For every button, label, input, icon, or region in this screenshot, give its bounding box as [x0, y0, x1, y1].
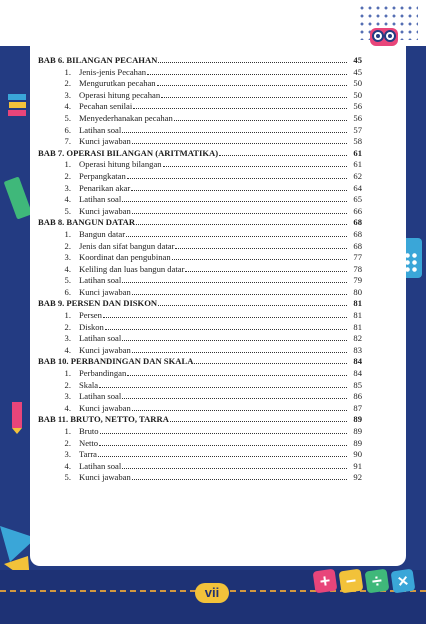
item-page: 56: [353, 112, 362, 123]
item-title: Kunci jawaban: [79, 136, 131, 147]
toc-chapter-row: [38, 217, 362, 229]
item-title: Operasi hitung pecahan: [79, 89, 161, 100]
dot-leader: [161, 97, 347, 98]
dot-leader: [99, 445, 347, 446]
toc-item-row: [38, 333, 362, 345]
toc-chapter-row: [38, 298, 362, 310]
dot-leader: [185, 271, 347, 272]
item-number: 4.: [64, 263, 71, 274]
item-page: 50: [353, 89, 362, 100]
item-page: 56: [353, 101, 362, 112]
dot-leader: [132, 143, 347, 144]
pencil-icon: [4, 400, 30, 434]
toc-item-row: [38, 264, 362, 276]
dot-leader: [127, 375, 347, 376]
item-title: Jenis dan sifat bangun datar: [79, 240, 175, 251]
item-number: 6.: [64, 124, 71, 135]
math-operator-icon: −: [339, 569, 364, 594]
item-page: 89: [353, 437, 362, 448]
item-page: 84: [353, 368, 362, 379]
toc-item-row: [38, 275, 362, 287]
toc-item-row: [38, 472, 362, 484]
item-page: 64: [353, 182, 362, 193]
dot-leader: [194, 363, 347, 364]
item-number: 3.: [64, 391, 71, 402]
item-title: Bruto: [79, 426, 99, 436]
chapter-title: BAB 10. PERBANDINGAN DAN SKALA: [38, 356, 194, 367]
item-page: 85: [353, 379, 362, 390]
item-page: 78: [353, 263, 362, 274]
item-page: 68: [353, 240, 362, 251]
dot-leader: [172, 259, 347, 260]
dot-leader: [131, 190, 347, 191]
chapter-page: 81: [353, 298, 362, 309]
item-number: 4.: [64, 402, 71, 413]
chapter-title: BAB 9. PERSEN DAN DISKON: [38, 298, 158, 309]
item-number: 3.: [64, 449, 71, 460]
toc-item-row: [38, 391, 362, 403]
dot-leader: [122, 282, 347, 283]
item-number: 5.: [64, 205, 71, 216]
dot-leader: [105, 329, 347, 330]
dot-leader: [170, 421, 347, 422]
toc-item-row: [38, 368, 362, 380]
math-operator-icon: +: [313, 569, 338, 594]
item-title: Latihan soal: [79, 391, 122, 402]
item-number: 3.: [64, 89, 71, 100]
toc-item-row: [38, 125, 362, 137]
item-title: Perbandingan: [79, 368, 127, 379]
dot-leader: [122, 340, 347, 341]
chapter-page: 84: [353, 356, 362, 367]
item-title: Latihan soal: [79, 124, 122, 135]
item-number: 4.: [64, 460, 71, 471]
dot-leader: [126, 236, 347, 237]
item-number: 2.: [64, 321, 71, 332]
toc-item-row: [38, 101, 362, 113]
toc-chapter-row: [38, 148, 362, 160]
item-title: Latihan soal: [79, 194, 122, 205]
item-title: Diskon: [79, 321, 104, 332]
toc-item-row: [38, 194, 362, 206]
item-number: 2.: [64, 78, 71, 89]
item-page: 92: [353, 472, 362, 483]
dot-leader: [98, 456, 347, 457]
dot-leader: [122, 468, 347, 469]
dot-leader: [100, 433, 347, 434]
toc-item-row: [38, 380, 362, 392]
item-number: 4.: [64, 101, 71, 112]
toc-item-row: [38, 90, 362, 102]
dot-leader: [136, 224, 347, 225]
dot-leader: [157, 85, 347, 86]
dot-leader: [158, 62, 347, 63]
toc-item-row: [38, 310, 362, 322]
toc-item-row: [38, 252, 362, 264]
item-number: 4.: [64, 194, 71, 205]
item-title: Tarra: [79, 449, 98, 460]
chapter-page: 61: [353, 147, 362, 158]
item-number: 1.: [64, 228, 71, 239]
chapter-title: BAB 7. OPERASI BILANGAN (ARITMATIKA): [38, 147, 219, 158]
dot-leader: [122, 398, 347, 399]
dot-leader: [122, 201, 347, 202]
toc-item-row: [38, 345, 362, 357]
item-number: 5.: [64, 472, 71, 483]
dot-leader: [163, 166, 347, 167]
item-title: Kunci jawaban: [79, 286, 131, 297]
item-number: 3.: [64, 182, 71, 193]
item-title: Latihan soal: [79, 275, 122, 286]
dot-leader: [103, 317, 347, 318]
item-title: Operasi hitung bilangan: [79, 159, 162, 170]
dot-leader: [99, 387, 347, 388]
item-page: 68: [353, 228, 362, 239]
item-page: 81: [353, 310, 362, 321]
item-title: Latihan soal: [79, 460, 122, 471]
dot-leader: [132, 410, 347, 411]
toc-item-row: [38, 171, 362, 183]
item-title: Persen: [79, 310, 102, 321]
item-page: 82: [353, 333, 362, 344]
toc-chapter-row: [38, 356, 362, 368]
dot-leader: [158, 305, 347, 306]
item-number: 1.: [64, 368, 71, 379]
math-operator-icon: ÷: [365, 569, 390, 594]
toc-item-row: [38, 241, 362, 253]
chapter-page: 45: [353, 55, 362, 65]
item-page: 79: [353, 275, 362, 286]
item-title: Penarikan akar: [79, 182, 131, 193]
toc-item-row: [38, 78, 362, 90]
glasses-mascot-icon: [368, 24, 400, 48]
toc-item-row: [38, 287, 362, 299]
item-title: Perpangkatan: [79, 170, 126, 181]
dot-leader: [122, 132, 347, 133]
item-page: 89: [353, 426, 362, 436]
toc-item-row: [38, 113, 362, 125]
item-page: 57: [353, 124, 362, 135]
dot-leader: [174, 120, 347, 121]
item-title: Kunci jawaban: [79, 205, 131, 216]
item-page: 81: [353, 321, 362, 332]
math-operator-icon: ×: [391, 569, 416, 594]
dot-leader: [219, 155, 347, 156]
dot-leader: [132, 213, 347, 214]
toc-item-row: [38, 461, 362, 473]
item-title: Pecahan senilai: [79, 101, 133, 112]
dot-leader: [147, 74, 347, 75]
toc-item-row: [38, 229, 362, 241]
item-title: Latihan soal: [79, 333, 122, 344]
chapter-title: BAB 6. BILANGAN PECAHAN: [38, 55, 158, 65]
item-page: 87: [353, 402, 362, 413]
toc-item-row: [38, 136, 362, 148]
item-number: 2.: [64, 240, 71, 251]
toc-item-row: [38, 438, 362, 450]
item-number: 6.: [64, 286, 71, 297]
item-title: Netto: [79, 437, 99, 448]
item-page: 77: [353, 252, 362, 263]
toc-chapter-row: [38, 55, 362, 67]
page-number: vii: [195, 583, 229, 603]
item-page: 83: [353, 344, 362, 355]
item-number: 1.: [64, 159, 71, 170]
chapter-title: BAB 8. BANGUN DATAR: [38, 217, 136, 228]
toc-item-row: [38, 322, 362, 334]
dot-leader: [175, 248, 347, 249]
item-number: 2.: [64, 379, 71, 390]
item-number: 3.: [64, 333, 71, 344]
item-title: Bangun datar: [79, 228, 126, 239]
item-page: 50: [353, 78, 362, 89]
chapter-page: 68: [353, 217, 362, 228]
item-page: 58: [353, 136, 362, 147]
toc-item-row: [38, 183, 362, 195]
toc-item-row: [38, 206, 362, 218]
item-title: Menyederhanakan pecahan: [79, 112, 173, 123]
dot-leader: [133, 108, 347, 109]
toc-item-row: [38, 403, 362, 415]
item-page: 45: [353, 66, 362, 77]
item-page: 91: [353, 460, 362, 471]
item-number: 4.: [64, 344, 71, 355]
chapter-title: BAB 11. BRUTO, NETTO, TARRA: [38, 414, 169, 425]
item-title: Kunci jawaban: [79, 402, 131, 413]
item-title: Jenis-jenis Pecahan: [79, 66, 147, 77]
item-title: Koordinat dan pengubinan: [79, 252, 171, 263]
item-number: 2.: [64, 170, 71, 181]
table-of-contents: [38, 55, 362, 484]
item-number: 5.: [64, 275, 71, 286]
item-title: Kunci jawaban: [79, 344, 131, 355]
item-number: 1.: [64, 310, 71, 321]
dot-leader: [127, 178, 347, 179]
toc-item-row: [38, 159, 362, 171]
item-page: 66: [353, 205, 362, 216]
dot-leader: [132, 294, 347, 295]
dot-leader: [132, 352, 347, 353]
item-title: Skala: [79, 379, 99, 390]
item-page: 62: [353, 170, 362, 181]
item-number: 7.: [64, 136, 71, 147]
book-stack-icon: [6, 90, 28, 120]
item-title: Mengurutkan pecahan: [79, 78, 156, 89]
toc-chapter-row: [38, 414, 362, 426]
item-page: 90: [353, 449, 362, 460]
toc-item-row: [38, 67, 362, 79]
math-operator-tiles: [314, 570, 414, 592]
dot-leader: [132, 479, 347, 480]
item-number: 1.: [64, 426, 71, 436]
item-page: 61: [353, 159, 362, 170]
item-number: 2.: [64, 437, 71, 448]
item-number: 5.: [64, 112, 71, 123]
ruler-icon: [4, 176, 32, 220]
chapter-page: 89: [353, 414, 362, 425]
item-title: Kunci jawaban: [79, 472, 131, 483]
item-page: 86: [353, 391, 362, 402]
item-number: 1.: [64, 66, 71, 77]
toc-item-row: [38, 426, 362, 438]
item-page: 65: [353, 194, 362, 205]
toc-item-row: [38, 449, 362, 461]
item-title: Keliling dan luas bangun datar: [79, 263, 185, 274]
item-page: 80: [353, 286, 362, 297]
item-number: 3.: [64, 252, 71, 263]
